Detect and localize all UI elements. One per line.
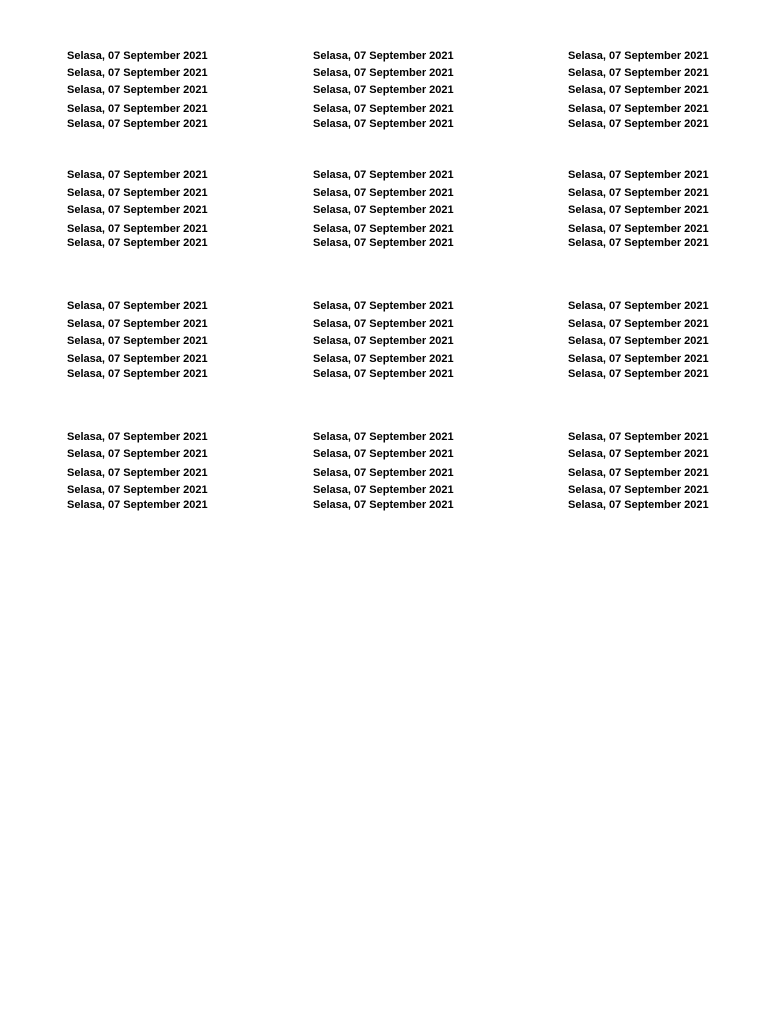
date-line: Selasa, 07 September 2021 [313,223,454,235]
date-line: Selasa, 07 September 2021 [67,431,208,443]
date-line: Selasa, 07 September 2021 [67,237,208,249]
date-line: Selasa, 07 September 2021 [313,237,454,249]
date-line: Selasa, 07 September 2021 [313,84,454,96]
date-line: Selasa, 07 September 2021 [568,187,709,199]
date-line: Selasa, 07 September 2021 [313,499,454,511]
date-line: Selasa, 07 September 2021 [313,67,454,79]
date-line: Selasa, 07 September 2021 [568,431,709,443]
date-line: Selasa, 07 September 2021 [313,50,454,62]
date-line: Selasa, 07 September 2021 [313,368,454,380]
date-line: Selasa, 07 September 2021 [568,335,709,347]
date-line: Selasa, 07 September 2021 [568,368,709,380]
date-line: Selasa, 07 September 2021 [67,353,208,365]
date-line: Selasa, 07 September 2021 [313,118,454,130]
date-line: Selasa, 07 September 2021 [67,499,208,511]
date-line: Selasa, 07 September 2021 [67,84,208,96]
date-line: Selasa, 07 September 2021 [313,103,454,115]
date-line: Selasa, 07 September 2021 [67,204,208,216]
date-line: Selasa, 07 September 2021 [313,204,454,216]
date-line: Selasa, 07 September 2021 [568,353,709,365]
date-line: Selasa, 07 September 2021 [568,50,709,62]
date-line: Selasa, 07 September 2021 [313,467,454,479]
date-line: Selasa, 07 September 2021 [67,187,208,199]
date-line: Selasa, 07 September 2021 [67,169,208,181]
date-line: Selasa, 07 September 2021 [67,368,208,380]
date-line: Selasa, 07 September 2021 [67,448,208,460]
date-line: Selasa, 07 September 2021 [67,223,208,235]
date-line: Selasa, 07 September 2021 [568,318,709,330]
date-line: Selasa, 07 September 2021 [568,499,709,511]
date-line: Selasa, 07 September 2021 [568,67,709,79]
date-line: Selasa, 07 September 2021 [568,448,709,460]
date-line: Selasa, 07 September 2021 [67,67,208,79]
date-line: Selasa, 07 September 2021 [568,484,709,496]
date-line: Selasa, 07 September 2021 [313,335,454,347]
date-line: Selasa, 07 September 2021 [568,103,709,115]
date-line: Selasa, 07 September 2021 [313,484,454,496]
date-line: Selasa, 07 September 2021 [67,118,208,130]
date-line: Selasa, 07 September 2021 [313,448,454,460]
date-line: Selasa, 07 September 2021 [313,169,454,181]
date-line: Selasa, 07 September 2021 [67,300,208,312]
date-line: Selasa, 07 September 2021 [313,300,454,312]
date-line: Selasa, 07 September 2021 [67,103,208,115]
date-line: Selasa, 07 September 2021 [313,187,454,199]
date-line: Selasa, 07 September 2021 [67,484,208,496]
date-line: Selasa, 07 September 2021 [67,467,208,479]
date-line: Selasa, 07 September 2021 [568,300,709,312]
date-line: Selasa, 07 September 2021 [313,318,454,330]
date-line: Selasa, 07 September 2021 [568,223,709,235]
date-line: Selasa, 07 September 2021 [568,118,709,130]
date-line: Selasa, 07 September 2021 [568,169,709,181]
date-line: Selasa, 07 September 2021 [67,318,208,330]
date-line: Selasa, 07 September 2021 [568,84,709,96]
date-line: Selasa, 07 September 2021 [67,50,208,62]
date-line: Selasa, 07 September 2021 [568,204,709,216]
date-line: Selasa, 07 September 2021 [67,335,208,347]
date-line: Selasa, 07 September 2021 [313,353,454,365]
date-line: Selasa, 07 September 2021 [568,467,709,479]
date-line: Selasa, 07 September 2021 [313,431,454,443]
date-line: Selasa, 07 September 2021 [568,237,709,249]
